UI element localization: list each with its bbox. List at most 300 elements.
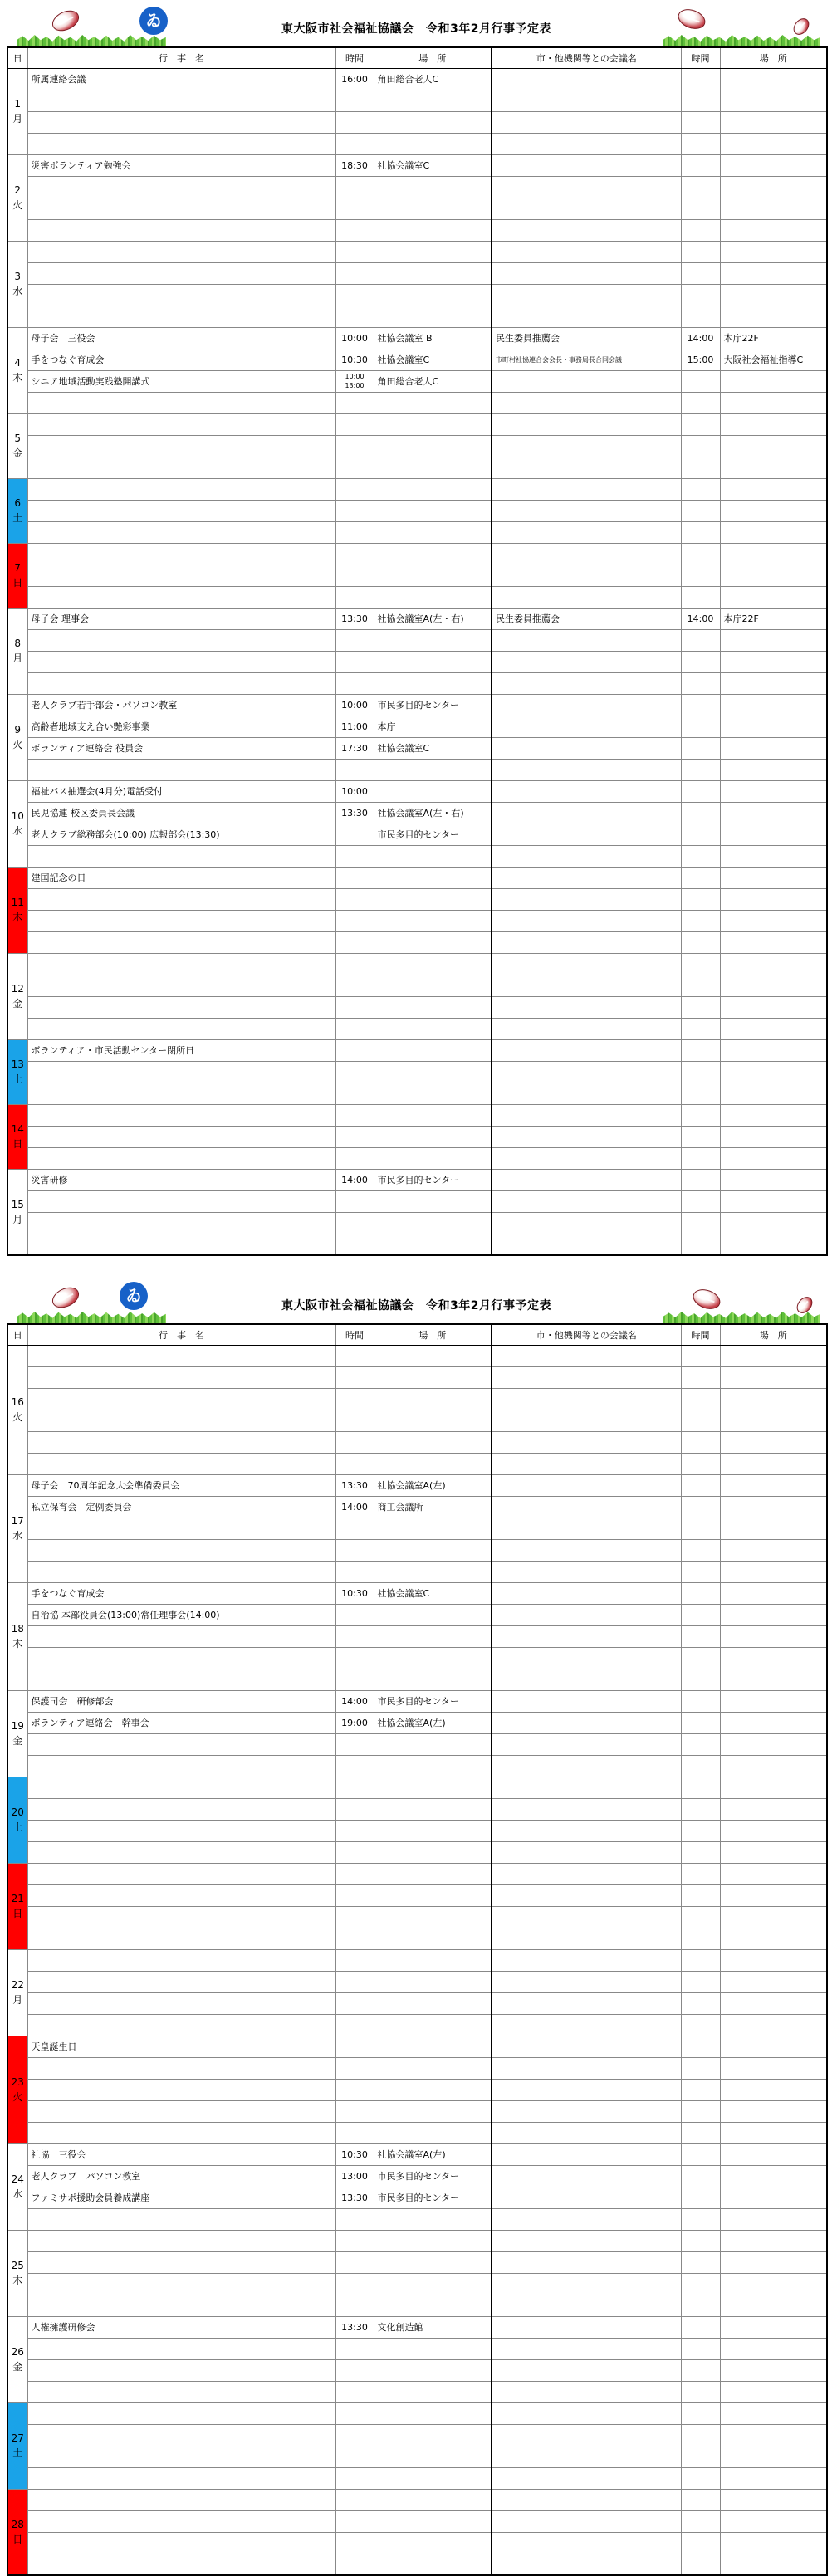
event-name-cell: 老人クラブ パソコン教室 bbox=[27, 2165, 335, 2187]
table-row bbox=[7, 2424, 827, 2446]
event-time-cell bbox=[335, 2057, 374, 2079]
event-name-cell bbox=[27, 1820, 335, 1841]
ext-event-name-cell bbox=[492, 716, 681, 737]
table-row bbox=[7, 2554, 827, 2575]
event-place-cell bbox=[374, 1798, 492, 1820]
ext-event-time-cell bbox=[681, 1190, 720, 1212]
ext-event-name-cell bbox=[492, 1453, 681, 1474]
day-weekday: 木 bbox=[12, 1638, 23, 1650]
ext-event-time-cell bbox=[681, 1018, 720, 1039]
event-place-cell bbox=[374, 1018, 492, 1039]
event-name-cell bbox=[27, 1539, 335, 1561]
day-weekday: 木 bbox=[12, 2275, 23, 2286]
col-event-header: 行 事 名 bbox=[27, 47, 335, 68]
table-row bbox=[7, 824, 827, 845]
table-row bbox=[7, 608, 827, 629]
ext-event-name-cell bbox=[492, 2554, 681, 2575]
event-time-cell bbox=[335, 1539, 374, 1561]
ext-event-name-cell bbox=[492, 2100, 681, 2122]
day-weekday: 土 bbox=[12, 1821, 23, 1833]
event-place-cell bbox=[374, 2424, 492, 2446]
ext-event-name-cell bbox=[492, 241, 681, 262]
event-place-cell: 市民多目的センター bbox=[374, 1169, 492, 1190]
event-time-cell bbox=[335, 565, 374, 586]
ext-event-place-cell bbox=[720, 1453, 827, 1474]
event-name-cell bbox=[27, 90, 335, 111]
table-row bbox=[7, 1061, 827, 1083]
ext-event-name-cell bbox=[492, 1018, 681, 1039]
event-time-cell bbox=[335, 1971, 374, 1992]
ext-event-time-cell: 15:00 bbox=[681, 349, 720, 370]
ext-event-name-cell bbox=[492, 478, 681, 500]
ext-event-place-cell bbox=[720, 1388, 827, 1410]
event-place-cell bbox=[374, 1453, 492, 1474]
event-name-cell bbox=[27, 2273, 335, 2295]
ext-event-place-cell bbox=[720, 1431, 827, 1453]
day-cell bbox=[7, 953, 27, 1039]
event-time-cell bbox=[335, 176, 374, 198]
event-time-cell bbox=[335, 435, 374, 457]
ext-event-time-cell bbox=[681, 1366, 720, 1388]
ext-event-name-cell bbox=[492, 1190, 681, 1212]
table-row bbox=[7, 802, 827, 824]
event-place-cell: 本庁 bbox=[374, 716, 492, 737]
table-row bbox=[7, 2510, 827, 2532]
ext-event-time-cell bbox=[681, 2079, 720, 2100]
event-name-cell bbox=[27, 500, 335, 521]
ext-event-time-cell bbox=[681, 262, 720, 284]
day-weekday: 月 bbox=[12, 113, 23, 125]
event-place-cell bbox=[374, 176, 492, 198]
ext-event-time-cell bbox=[681, 306, 720, 327]
event-time-cell bbox=[335, 1147, 374, 1169]
event-time-cell bbox=[335, 910, 374, 931]
event-place-cell bbox=[374, 888, 492, 910]
event-name-cell: 所属連絡会議 bbox=[27, 68, 335, 90]
event-time-cell bbox=[335, 133, 374, 154]
day-weekday: 水 bbox=[12, 2188, 23, 2200]
ext-event-place-cell bbox=[720, 1345, 827, 1366]
ext-event-name-cell bbox=[492, 262, 681, 284]
ext-event-time-cell bbox=[681, 2187, 720, 2208]
ext-event-place-cell bbox=[720, 888, 827, 910]
event-name-cell bbox=[27, 306, 335, 327]
event-time-cell bbox=[335, 1992, 374, 2014]
ext-event-place-cell bbox=[720, 284, 827, 306]
ext-event-name-cell bbox=[492, 1234, 681, 1255]
event-name-cell bbox=[27, 1518, 335, 1539]
day-number: 1 bbox=[14, 98, 22, 110]
event-name-cell bbox=[27, 565, 335, 586]
page-header bbox=[7, 0, 826, 46]
day-number: 11 bbox=[11, 897, 24, 908]
day-number: 27 bbox=[11, 2432, 24, 2444]
grass-decoration bbox=[17, 1312, 166, 1323]
ext-event-place-cell bbox=[720, 1712, 827, 1733]
ext-event-time-cell bbox=[681, 1647, 720, 1669]
ext-event-place-cell bbox=[720, 133, 827, 154]
ext-event-time-cell bbox=[681, 910, 720, 931]
event-name-cell bbox=[27, 1906, 335, 1928]
event-place-cell: 商工会議所 bbox=[374, 1496, 492, 1518]
ext-event-name-cell bbox=[492, 802, 681, 824]
event-name-cell: 人権擁護研修会 bbox=[27, 2316, 335, 2338]
event-time-cell bbox=[335, 2467, 374, 2489]
day-cell bbox=[7, 154, 27, 241]
ext-event-name-cell bbox=[492, 1345, 681, 1366]
event-time-cell bbox=[335, 1777, 374, 1798]
ext-event-time-cell bbox=[681, 413, 720, 435]
event-time-cell bbox=[335, 1863, 374, 1884]
ext-event-place-cell bbox=[720, 1366, 827, 1388]
ext-event-name-cell bbox=[492, 1496, 681, 1518]
ext-event-time-cell bbox=[681, 457, 720, 478]
ext-event-place-cell: 本庁22F bbox=[720, 327, 827, 349]
event-time-cell bbox=[335, 2122, 374, 2143]
col-day-header: 日 bbox=[7, 1324, 27, 1345]
table-row bbox=[7, 2381, 827, 2402]
event-time-cell bbox=[335, 1733, 374, 1755]
table-row bbox=[7, 1841, 827, 1863]
event-time-cell bbox=[335, 759, 374, 780]
event-name-cell bbox=[27, 413, 335, 435]
ext-event-place-cell bbox=[720, 457, 827, 478]
event-name-cell bbox=[27, 996, 335, 1018]
event-place-cell: 社協会議室C bbox=[374, 349, 492, 370]
ext-event-time-cell bbox=[681, 1388, 720, 1410]
ext-event-time-cell bbox=[681, 1039, 720, 1061]
ext-event-place-cell bbox=[720, 1083, 827, 1104]
ext-event-name-cell bbox=[492, 910, 681, 931]
ext-event-time-cell bbox=[681, 370, 720, 392]
table-header-row bbox=[7, 47, 827, 68]
table-row bbox=[7, 262, 827, 284]
ext-event-name-cell bbox=[492, 1884, 681, 1906]
ext-event-name-cell bbox=[492, 1669, 681, 1690]
day-cell bbox=[7, 1582, 27, 1690]
event-name-cell bbox=[27, 1971, 335, 1992]
ext-event-time-cell bbox=[681, 2273, 720, 2295]
ext-event-time-cell bbox=[681, 1820, 720, 1841]
ext-event-time-cell bbox=[681, 931, 720, 953]
event-name-cell: 建国記念の日 bbox=[27, 867, 335, 888]
ext-event-time-cell bbox=[681, 1669, 720, 1690]
event-time-cell bbox=[335, 1234, 374, 1255]
event-name-cell bbox=[27, 953, 335, 975]
ext-event-name-cell: 市町村社協連合会会長・事務局長合同会議 bbox=[492, 349, 681, 370]
event-time-cell bbox=[335, 2273, 374, 2295]
ext-event-place-cell bbox=[720, 111, 827, 133]
event-place-cell bbox=[374, 672, 492, 694]
ext-event-time-cell bbox=[681, 1841, 720, 1863]
event-place-cell bbox=[374, 1625, 492, 1647]
event-name-cell bbox=[27, 1366, 335, 1388]
ext-event-name-cell bbox=[492, 68, 681, 90]
ext-event-time-cell bbox=[681, 1496, 720, 1518]
ext-event-time-cell bbox=[681, 2532, 720, 2554]
table-row bbox=[7, 2187, 827, 2208]
event-place-cell bbox=[374, 2014, 492, 2036]
table-row bbox=[7, 1126, 827, 1147]
table-row bbox=[7, 478, 827, 500]
ext-event-time-cell bbox=[681, 1604, 720, 1625]
ext-event-name-cell bbox=[492, 2208, 681, 2230]
event-name-cell: 手をつなぐ育成会 bbox=[27, 1582, 335, 1604]
ext-event-name-cell bbox=[492, 1690, 681, 1712]
ext-event-time-cell bbox=[681, 435, 720, 457]
event-time-cell bbox=[335, 953, 374, 975]
ext-event-place-cell bbox=[720, 1906, 827, 1928]
day-weekday: 土 bbox=[12, 2447, 23, 2459]
event-name-cell bbox=[27, 759, 335, 780]
day-weekday: 日 bbox=[12, 2533, 23, 2545]
day-weekday: 金 bbox=[12, 998, 23, 1009]
ext-event-time-cell bbox=[681, 478, 720, 500]
ext-event-name-cell bbox=[492, 500, 681, 521]
ext-event-time-cell bbox=[681, 68, 720, 90]
ext-event-place-cell bbox=[720, 392, 827, 413]
event-name-cell: 災害ボランティア勉強会 bbox=[27, 154, 335, 176]
event-place-cell bbox=[374, 1410, 492, 1431]
event-name-cell bbox=[27, 910, 335, 931]
event-time-cell bbox=[335, 1410, 374, 1431]
ext-event-place-cell bbox=[720, 737, 827, 759]
ext-event-name-cell bbox=[492, 565, 681, 586]
event-time-cell bbox=[335, 1669, 374, 1690]
ext-event-name-cell bbox=[492, 737, 681, 759]
ext-event-time-cell bbox=[681, 975, 720, 996]
schedule-table bbox=[7, 1323, 828, 2576]
event-time-cell bbox=[335, 413, 374, 435]
ext-event-time-cell bbox=[681, 1625, 720, 1647]
table-row bbox=[7, 1906, 827, 1928]
ext-event-place-cell bbox=[720, 824, 827, 845]
table-row bbox=[7, 1777, 827, 1798]
ext-event-time-cell bbox=[681, 694, 720, 716]
ext-event-name-cell bbox=[492, 996, 681, 1018]
day-number: 3 bbox=[14, 271, 22, 282]
event-place-cell bbox=[374, 867, 492, 888]
ext-event-name-cell bbox=[492, 521, 681, 543]
event-place-cell bbox=[374, 1083, 492, 1104]
ext-event-time-cell bbox=[681, 888, 720, 910]
event-name-cell bbox=[27, 2100, 335, 2122]
ext-event-place-cell bbox=[720, 2187, 827, 2208]
event-place-cell bbox=[374, 1669, 492, 1690]
table-row bbox=[7, 1453, 827, 1474]
ext-event-name-cell bbox=[492, 2165, 681, 2187]
ext-event-place-cell bbox=[720, 586, 827, 608]
event-place-cell bbox=[374, 1884, 492, 1906]
event-name-cell bbox=[27, 1992, 335, 2014]
event-name-cell bbox=[27, 1345, 335, 1366]
day-number: 18 bbox=[11, 1623, 24, 1635]
ext-event-time-cell bbox=[681, 824, 720, 845]
day-cell bbox=[7, 1104, 27, 1169]
ext-event-name-cell bbox=[492, 219, 681, 241]
day-number: 4 bbox=[14, 357, 22, 369]
table-row bbox=[7, 1647, 827, 1669]
ext-event-name-cell bbox=[492, 2446, 681, 2467]
event-place-cell: 社協会議室A(左) bbox=[374, 1474, 492, 1496]
page-title: 東大阪市社会福祉協議会 令和3年2月行事予定表 bbox=[281, 22, 551, 36]
table-row bbox=[7, 1928, 827, 1949]
table-row bbox=[7, 2316, 827, 2338]
ext-event-time-cell bbox=[681, 780, 720, 802]
ext-event-place-cell bbox=[720, 68, 827, 90]
ext-event-name-cell bbox=[492, 1061, 681, 1083]
ext-event-place-cell bbox=[720, 1474, 827, 1496]
event-time-cell bbox=[335, 2100, 374, 2122]
page-title: 東大阪市社会福祉協議会 令和3年2月行事予定表 bbox=[281, 1299, 551, 1312]
event-place-cell bbox=[374, 133, 492, 154]
ext-event-name-cell bbox=[492, 1928, 681, 1949]
table-row bbox=[7, 1190, 827, 1212]
ext-event-name-cell bbox=[492, 1561, 681, 1582]
event-name-cell bbox=[27, 845, 335, 867]
day-cell bbox=[7, 2316, 27, 2402]
event-time-cell bbox=[335, 975, 374, 996]
event-time-cell bbox=[335, 219, 374, 241]
event-time-cell bbox=[335, 478, 374, 500]
ext-event-place-cell bbox=[720, 2057, 827, 2079]
event-name-cell bbox=[27, 1625, 335, 1647]
ext-event-time-cell bbox=[681, 1906, 720, 1928]
ext-event-time-cell bbox=[681, 1126, 720, 1147]
ext-event-place-cell bbox=[720, 1841, 827, 1863]
ext-event-time-cell bbox=[681, 2165, 720, 2187]
event-place-cell bbox=[374, 457, 492, 478]
ext-event-name-cell bbox=[492, 133, 681, 154]
ext-event-name-cell bbox=[492, 2489, 681, 2510]
ext-event-name-cell bbox=[492, 2510, 681, 2532]
ext-event-time-cell bbox=[681, 2359, 720, 2381]
ext-event-name-cell bbox=[492, 651, 681, 672]
table-row bbox=[7, 1863, 827, 1884]
ext-event-place-cell bbox=[720, 1928, 827, 1949]
ext-event-name-cell bbox=[492, 975, 681, 996]
event-name-cell bbox=[27, 2295, 335, 2316]
ext-event-name-cell bbox=[492, 1604, 681, 1625]
event-time-cell bbox=[335, 845, 374, 867]
event-place-cell bbox=[374, 219, 492, 241]
event-place-cell: 文化創造館 bbox=[374, 2316, 492, 2338]
event-place-cell bbox=[374, 1518, 492, 1539]
event-name-cell bbox=[27, 975, 335, 996]
ext-event-time-cell bbox=[681, 1345, 720, 1366]
ext-event-time-cell bbox=[681, 953, 720, 975]
ext-event-time-cell bbox=[681, 1777, 720, 1798]
table-header-row bbox=[7, 1324, 827, 1345]
ext-event-name-cell bbox=[492, 1949, 681, 1971]
table-row bbox=[7, 133, 827, 154]
event-place-cell bbox=[374, 1755, 492, 1777]
ext-event-time-cell: 14:00 bbox=[681, 327, 720, 349]
event-name-cell bbox=[27, 111, 335, 133]
event-name-cell bbox=[27, 1841, 335, 1863]
ext-event-time-cell bbox=[681, 802, 720, 824]
event-time-cell: 10:00 bbox=[335, 327, 374, 349]
table-row bbox=[7, 521, 827, 543]
table-row bbox=[7, 931, 827, 953]
event-name-cell bbox=[27, 2230, 335, 2251]
event-time-cell bbox=[335, 651, 374, 672]
event-time-cell bbox=[335, 2510, 374, 2532]
day-cell bbox=[7, 2230, 27, 2316]
ext-event-name-cell bbox=[492, 1625, 681, 1647]
event-place-cell bbox=[374, 975, 492, 996]
ext-event-place-cell bbox=[720, 2273, 827, 2295]
event-place-cell bbox=[374, 1647, 492, 1669]
ext-event-time-cell bbox=[681, 2424, 720, 2446]
table-row bbox=[7, 284, 827, 306]
day-number: 17 bbox=[11, 1515, 24, 1527]
table-row bbox=[7, 176, 827, 198]
table-row bbox=[7, 219, 827, 241]
table-row bbox=[7, 737, 827, 759]
ext-event-time-cell bbox=[681, 1410, 720, 1431]
schedule-table bbox=[7, 46, 828, 1256]
event-place-cell: 社協会議室C bbox=[374, 154, 492, 176]
event-time-cell: 10:00 bbox=[335, 780, 374, 802]
event-time-cell bbox=[335, 1431, 374, 1453]
ext-event-place-cell bbox=[720, 1949, 827, 1971]
ext-event-time-cell bbox=[681, 1755, 720, 1777]
ext-event-place-cell bbox=[720, 2532, 827, 2554]
event-name-cell bbox=[27, 1798, 335, 1820]
day-cell bbox=[7, 2489, 27, 2575]
event-place-cell bbox=[374, 2230, 492, 2251]
ext-event-place-cell bbox=[720, 2230, 827, 2251]
table-row bbox=[7, 1474, 827, 1496]
table-row bbox=[7, 2467, 827, 2489]
ext-event-name-cell bbox=[492, 1147, 681, 1169]
event-place-cell bbox=[374, 1234, 492, 1255]
table-row bbox=[7, 1820, 827, 1841]
logo-icon: ゐ bbox=[139, 7, 168, 35]
ext-event-time-cell bbox=[681, 1884, 720, 1906]
event-place-cell bbox=[374, 521, 492, 543]
event-name-cell: 老人クラブ若手部会・パソコン教室 bbox=[27, 694, 335, 716]
event-time-cell: 10:30 bbox=[335, 1582, 374, 1604]
event-name-cell: 福祉バス抽選会(4月分)電話受付 bbox=[27, 780, 335, 802]
event-place-cell bbox=[374, 2036, 492, 2057]
col-ext-event-header: 市・他機関等との会議名 bbox=[492, 47, 681, 68]
event-name-cell bbox=[27, 241, 335, 262]
event-time-cell: 13:30 bbox=[335, 802, 374, 824]
ext-event-place-cell bbox=[720, 1777, 827, 1798]
table-row bbox=[7, 2143, 827, 2165]
table-row bbox=[7, 1884, 827, 1906]
ext-event-name-cell bbox=[492, 543, 681, 565]
ext-event-name-cell bbox=[492, 413, 681, 435]
day-cell bbox=[7, 68, 27, 154]
ext-event-time-cell bbox=[681, 1083, 720, 1104]
ext-event-place-cell bbox=[720, 1971, 827, 1992]
ext-event-name-cell bbox=[492, 284, 681, 306]
event-place-cell bbox=[374, 1604, 492, 1625]
table-row bbox=[7, 1733, 827, 1755]
ext-event-place-cell bbox=[720, 1018, 827, 1039]
day-weekday: 月 bbox=[12, 1994, 23, 2006]
ext-event-time-cell bbox=[681, 2381, 720, 2402]
event-name-cell: 災害研修 bbox=[27, 1169, 335, 1190]
event-time-cell bbox=[335, 457, 374, 478]
event-place-cell bbox=[374, 1949, 492, 1971]
event-name-cell: 保護司会 研修部会 bbox=[27, 1690, 335, 1712]
ext-event-time-cell bbox=[681, 1863, 720, 1884]
ext-event-name-cell bbox=[492, 780, 681, 802]
